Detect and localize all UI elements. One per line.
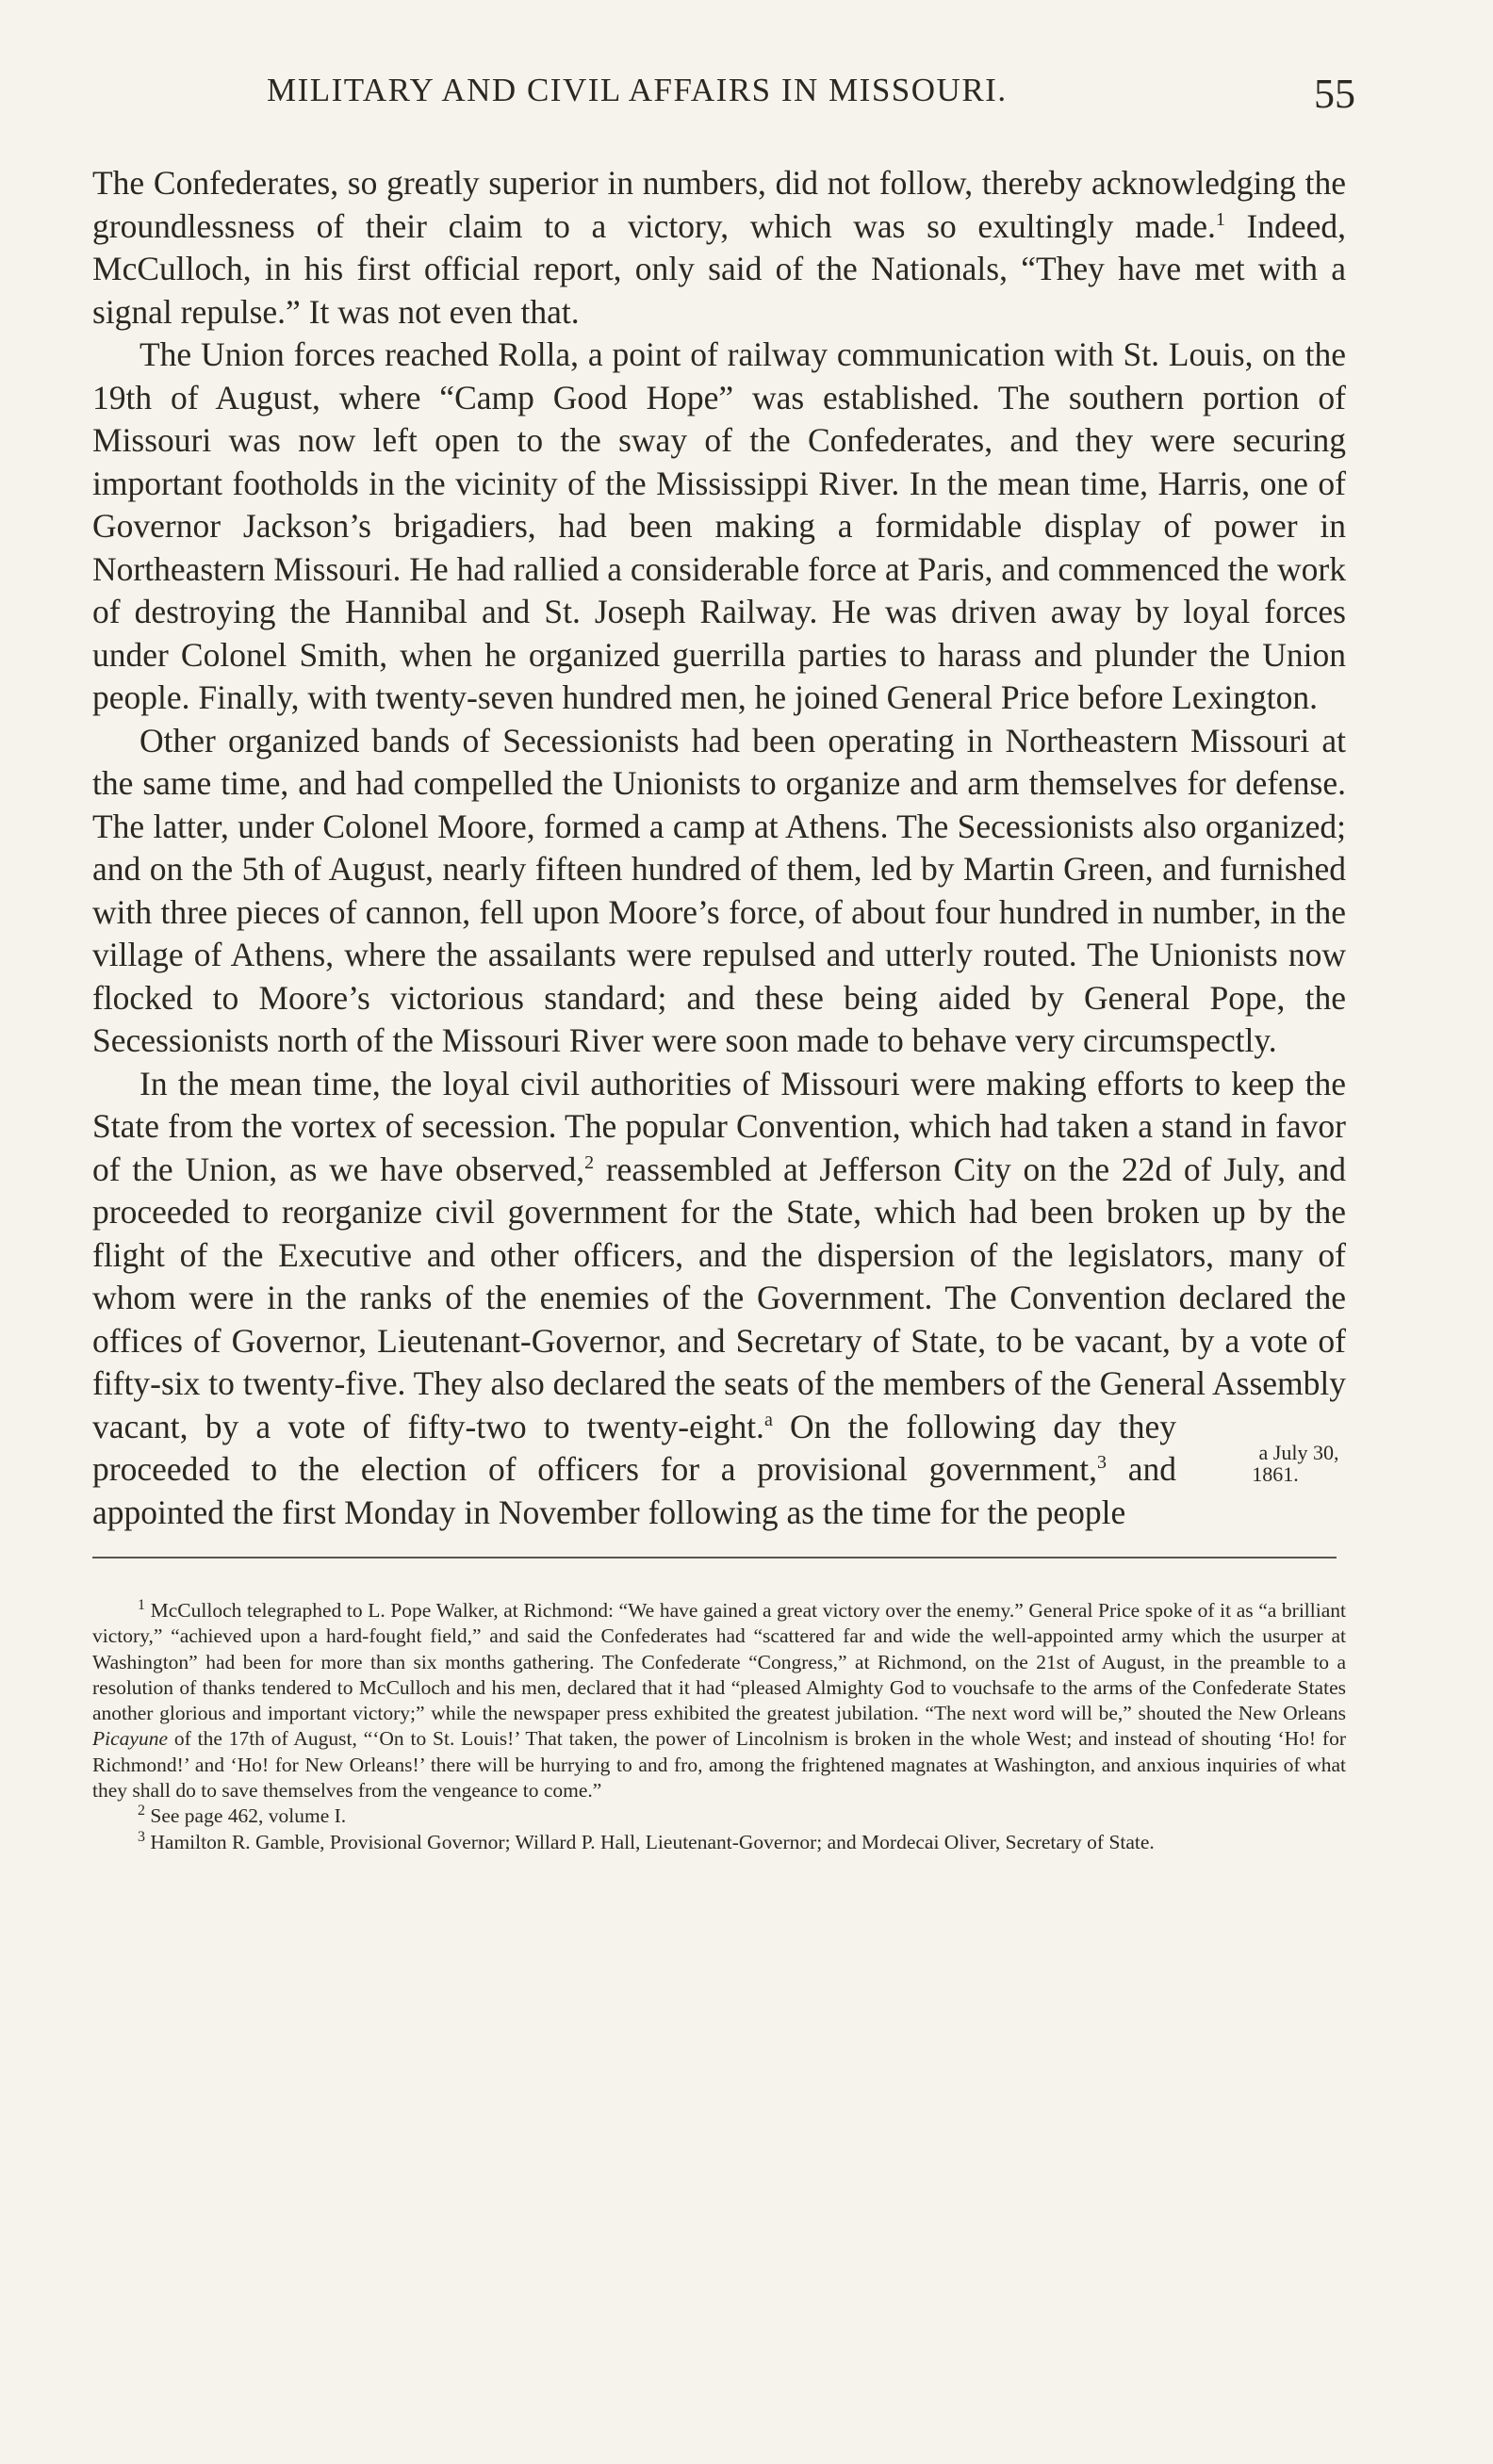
- paragraph-4-text-b: reassembled at Jefferson City on the 22d of July, and proceeded to reorganize civil government for the State, which had been broken up by the flight of the Executive and other officers, and the dispersion of the legislators, many of whom were in the ranks of the enemies of the Government. The Convention declared the offices of Governor, Lieutenant-Governor, and Secretary of State, to be vacant, by a vote of fifty-six to twenty-five. They also declared the seats of the members of the General Assembly vacant, by a vote of fifty-two to twenty-eight.: [92, 1150, 1346, 1445]
- margin-note-ref: a: [763, 1409, 773, 1430]
- footnote-3-text: Hamilton R. Gamble, Provisional Governor; Willard P. Hall, Lieutenant-Governor; and Mordecai Oliver, Secretary of State.: [150, 1830, 1155, 1853]
- footnote-divider: [92, 1557, 1337, 1558]
- body-text: [92, 162, 1346, 1534]
- margin-note-line2: 1861.: [1252, 1461, 1299, 1486]
- paragraph-4: [92, 1063, 1346, 1535]
- footnote-1-text-b: of the 17th of August, “‘On to St. Louis!’ That taken, the power of Lincolnism is broken in the whole West; and instead of shouting ‘Ho! for Richmond!’ and ‘Ho! for New Orleans!’ there will be hurrying to and fro, among the frightened magnates at Washington, and anxious inquiries of what they shall do to save themselves from the vengeance to come.”: [92, 1727, 1346, 1803]
- margin-note-mark: a: [1258, 1440, 1269, 1464]
- paragraph-4-text-d: and appointed the first Monday in November following as the time for the people: [92, 1450, 1176, 1531]
- footnote-2-text: See page 462, volume I.: [150, 1804, 347, 1828]
- running-head: MILITARY AND CIVIL AFFAIRS IN MISSOURI.: [267, 72, 1008, 108]
- footnote-3-number: 3: [138, 1828, 145, 1845]
- paragraph-2: The Union forces reached Rolla, a point of railway communication with St. Louis, on the 19th of August, where “Camp Good Hope” was established. The southern portion of Missouri was now left open to the sway of the Confederates, and they were securing important footholds in the vicinity of the Mississippi River. In the mean time, Harris, one of Governor Jackson’s brigadiers, had been making a formidable display of power in Northeastern Missouri. He had rallied a considerable force at Paris, and commenced the work of destroying the Hannibal and St. Joseph Railway. He was driven away by loyal forces under Colonel Smith, when he organized guerrilla parties to harass and plunder the Union people. Finally, with twenty-seven hundred men, he joined General Price before Lexington.: [92, 335, 1346, 716]
- margin-note-line1: July 30,: [1272, 1440, 1339, 1464]
- footnote-ref-2: 2: [584, 1151, 595, 1173]
- book-page: [92, 66, 1355, 1855]
- footnote-1-italic: Picayune: [92, 1727, 168, 1751]
- footnotes: [92, 1598, 1346, 1855]
- paragraph-4-text-a: In the mean time, the loyal civil authorities of Missouri were making efforts to keep the State from the vortex of secession. The popular Convention, which had taken a stand in favor of the Union, as we have observed,: [92, 1064, 1346, 1188]
- footnote-1-text-a: McCulloch telegraphed to L. Pope Walker, at Richmond: “We have gained a great victory over the enemy.” General Price spoke of it as “a brilliant victory,” “achieved upon a hard-fought field,” and said the Confederates had “scattered far and wide the well-appointed army which the usurper at Washington” had been for more than six months gathering. The Confederate “Congress,” at Richmond, on the 21st of August, in the preamble to a resolution of thanks tendered to McCulloch and his men, declared that it had “pleased Almighty God to vouchsafe to the arms of the Confederate States another glorious and important victory;” while the newspaper press exhibited the greatest jubilation. “The next word will be,” shouted the New Orleans: [92, 1599, 1346, 1725]
- footnote-2: [92, 1803, 1346, 1829]
- footnote-2-number: 2: [138, 1803, 145, 1819]
- paragraph-1-text-a: The Confederates, so greatly superior in numbers, did not follow, thereby acknowledging the groundlessness of their claim to a victory, which was so exultingly made.: [92, 164, 1346, 245]
- paragraph-4-text-c: On the following day they proceeded to the election of officers for a provisional government,: [92, 1407, 1176, 1488]
- margin-note: [1205, 1442, 1346, 1485]
- page-header: [92, 66, 1355, 132]
- paragraph-1-text-b: Indeed, McCulloch, in his first official report, only said of the Nationals, “They have met with a signal repulse.” It was not even that.: [92, 206, 1347, 331]
- paragraph-3: Other organized bands of Secessionists had been operating in Northeastern Missouri at the same time, and had compelled the Unionists to organize and arm themselves for defense. The latter, under Colonel Moore, formed a camp at Athens. The Secessionists also organized; and on the 5th of August, nearly fifteen hundred of them, led by Martin Green, and furnished with three pieces of cannon, fell upon Moore’s force, of about four hundred in number, in the village of Athens, where the assailants were repulsed and utterly routed. The Unionists now flocked to Moore’s victorious standard; and these being aided by General Pope, the Secessionists north of the Missouri River were soon made to behave very circumspectly.: [92, 721, 1346, 1059]
- footnote-1-number: 1: [138, 1596, 145, 1613]
- footnote-ref-1: 1: [1215, 208, 1225, 230]
- page-number: 55: [1314, 71, 1355, 117]
- footnote-ref-3: 3: [1097, 1452, 1107, 1474]
- footnote-3: [92, 1830, 1346, 1855]
- footnote-1: [92, 1598, 1346, 1803]
- paragraph-1: [92, 162, 1346, 334]
